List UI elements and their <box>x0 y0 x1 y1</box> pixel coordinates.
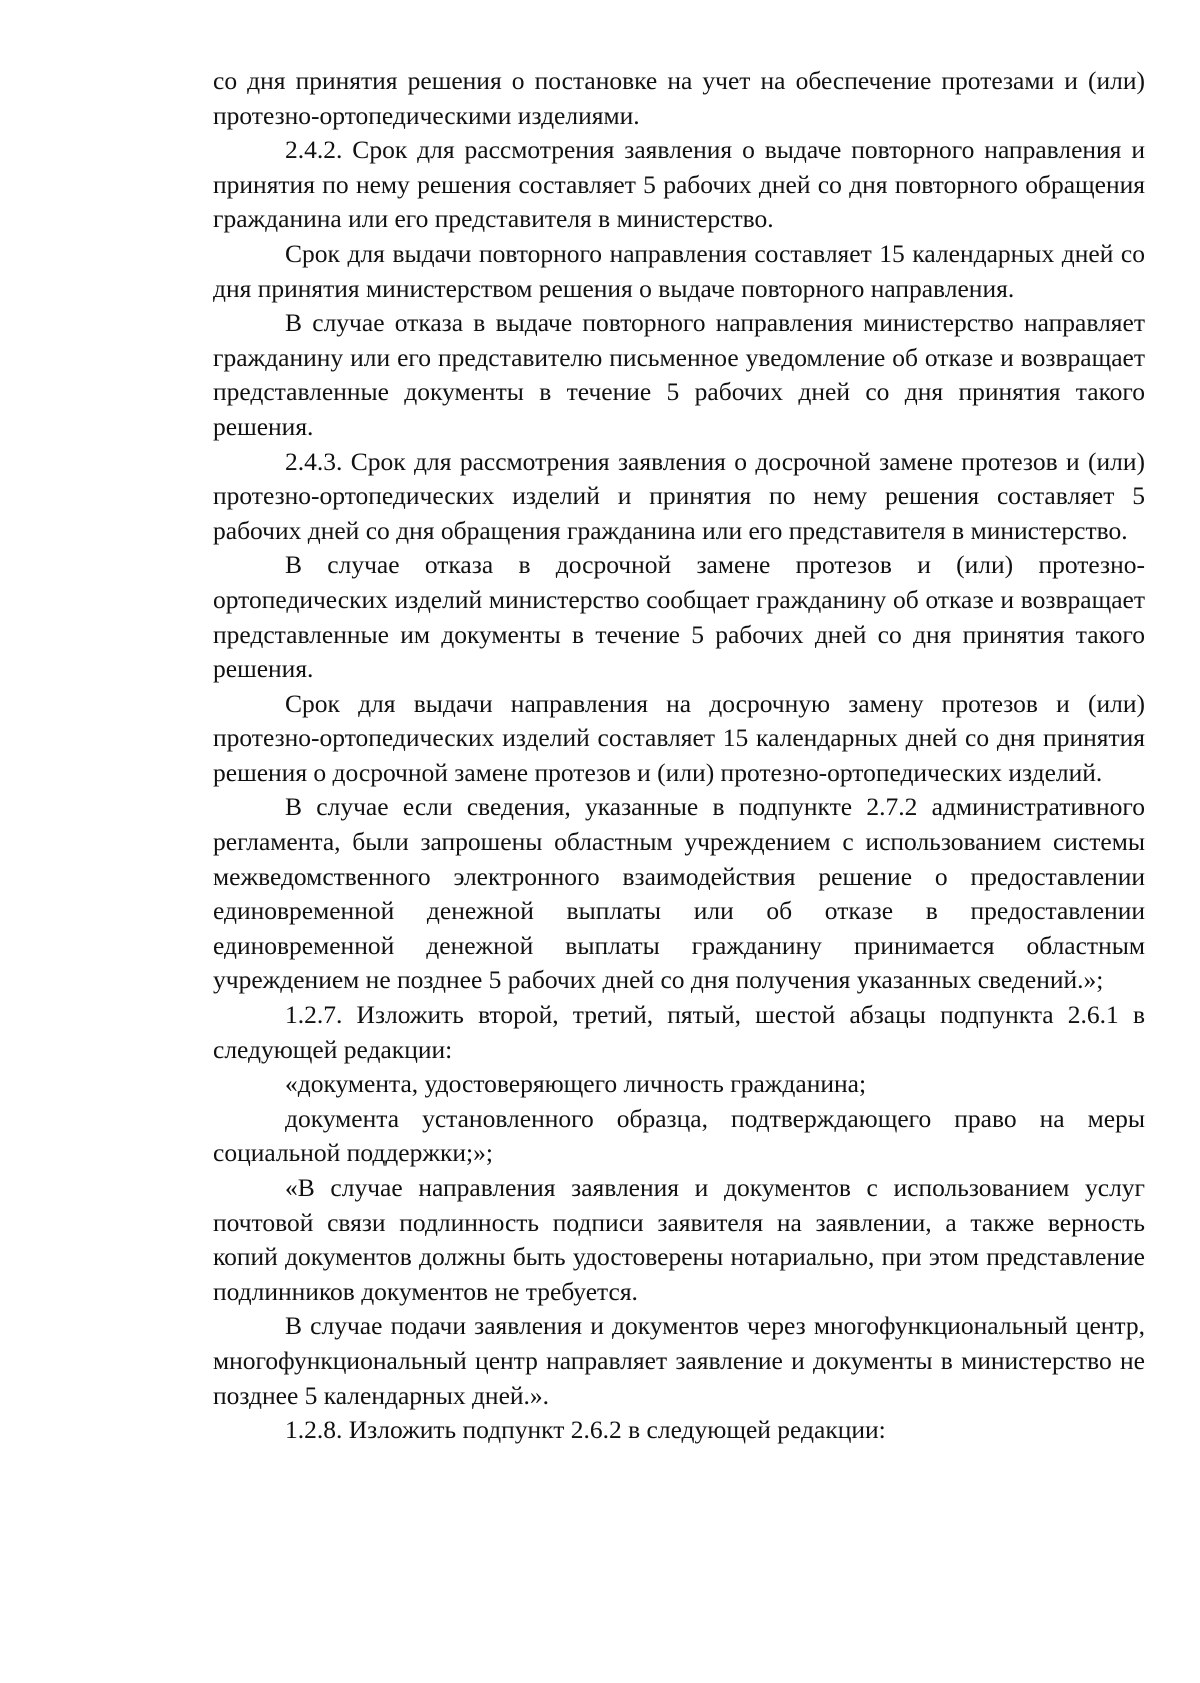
paragraph: 2.4.3. Срок для рассмотрения заявления о досрочной замене протезов и (или) протезно-ортопедических изделий и принятия по нему решения составляет 5 рабочих дней со дня обращения гражданина или его представителя в министерство. <box>213 446 1145 545</box>
paragraph: Срок для выдачи повторного направления составляет 15 календарных дней со дня принятия министерством решения о выдаче повторного направления. <box>213 238 1145 303</box>
paragraph: В случае подачи заявления и документов через многофункциональный центр, многофункциональный центр направляет заявление и документы в министерство не позднее 5 календарных дней.». <box>213 1311 1145 1410</box>
paragraph: В случае отказа в досрочной замене протезов и (или) протезно-ортопедических изделий министерство сообщает гражданину об отказе и возвращает представленные им документы в течение 5 рабочих дней со дня принятия такого решения. <box>213 550 1145 684</box>
paragraph: 2.4.2. Срок для рассмотрения заявления о выдаче повторного направления и принятия по нему решения составляет 5 рабочих дней со дня повторного обращения гражданина или его представителя в министерство. <box>213 135 1145 234</box>
paragraph: 1.2.7. Изложить второй, третий, пятый, шестой абзацы подпункта 2.6.1 в следующей редакции: <box>213 1000 1145 1064</box>
document-body <box>213 64 1145 1448</box>
paragraph: «документа, удостоверяющего личность гражданина; <box>285 1069 867 1099</box>
paragraph: документа установленного образца, подтверждающего право на меры социальной поддержки;»; <box>213 1103 1145 1168</box>
paragraph: В случае если сведения, указанные в подпункте 2.7.2 административного регламента, были запрошены областным учреждением с использованием системы межведомственного электронного взаимодействия решение о предоставлении единовременной денежной выплаты или об отказе в предоставлении единовременной денежной выплаты гражданину принимается областным учреждением не позднее 5 рабочих дней со дня получения указанных сведений.»; <box>213 792 1145 995</box>
paragraph: Срок для выдачи направления на досрочную замену протезов и (или) протезно-ортопедических изделий составляет 15 календарных дней со дня принятия решения о досрочной замене протезов и (или) протезно-ортопедических изделий. <box>213 688 1145 787</box>
paragraph: со дня принятия решения о постановке на учет на обеспечение протезами и (или) протезно-ортопедическими изделиями. <box>213 66 1145 130</box>
paragraph: 1.2.8. Изложить подпункт 2.6.2 в следующей редакции: <box>285 1415 886 1445</box>
paragraph: «В случае направления заявления и документов с использованием услуг почтовой связи подлинность подписи заявителя на заявлении, а также верность копий документов должны быть удостоверены нотариально, при этом представление подлинников документов не требуется. <box>213 1173 1145 1306</box>
paragraph: В случае отказа в выдаче повторного направления министерство направляет гражданину или его представителю письменное уведомление об отказе и возвращает представленные документы в течение 5 рабочих дней со дня принятия такого решения. <box>213 308 1145 441</box>
